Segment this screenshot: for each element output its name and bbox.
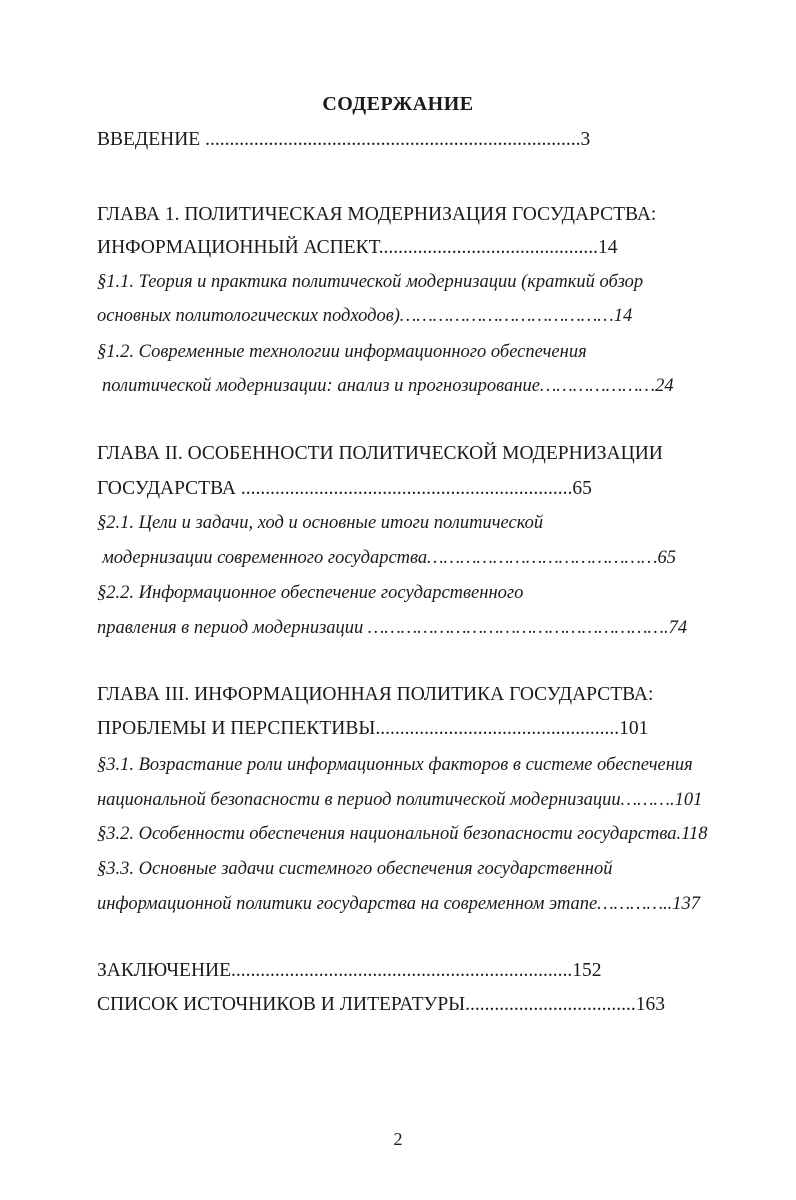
toc-section-3-1: §3.1. Возрастание роли информационных факторов в системе обеспечения (97, 755, 693, 775)
toc-entry-introduction: ВВЕДЕНИЕ .............................................................................3 (97, 129, 591, 150)
toc-section-3-2: §3.2. Особенности обеспечения национальной безопасности государства.118 (97, 824, 708, 844)
toc-section-1-1-cont: основных политологических подходов)…………………………………14 (97, 306, 633, 326)
toc-chapter-3-heading: ГЛАВА III. ИНФОРМАЦИОННАЯ ПОЛИТИКА ГОСУДАРСТВА: (97, 684, 654, 705)
toc-chapter-1-heading: ГЛАВА 1. ПОЛИТИЧЕСКАЯ МОДЕРНИЗАЦИЯ ГОСУДАРСТВА: (97, 204, 657, 225)
toc-section-3-3-cont: информационной политики государства на современном этапе…………..137 (97, 894, 701, 914)
toc-section-3-3: §3.3. Основные задачи системного обеспечения государственной (97, 859, 613, 879)
toc-section-2-1-cont: модернизации современного государства……………………………………65 (102, 548, 676, 568)
toc-entry-conclusion: ЗАКЛЮЧЕНИЕ......................................................................152 (97, 960, 602, 981)
toc-entry-bibliography: СПИСОК ИСТОЧНИКОВ И ЛИТЕРАТУРЫ...................................163 (97, 994, 666, 1015)
page-number: 2 (393, 1129, 403, 1149)
toc-chapter-1-heading-cont: ИНФОРМАЦИОННЫЙ АСПЕКТ.............................................14 (97, 237, 618, 258)
toc-section-1-1: §1.1. Теория и практика политической модернизации (краткий обзор (97, 272, 644, 292)
toc-section-1-2-cont: политической модернизации: анализ и прогнозирование…………………24 (102, 376, 674, 396)
toc-chapter-2-heading: ГЛАВА II. ОСОБЕННОСТИ ПОЛИТИЧЕСКОЙ МОДЕРНИЗАЦИИ (97, 443, 663, 464)
toc-section-2-2: §2.2. Информационное обеспечение государственного (97, 583, 524, 603)
page-title: СОДЕРЖАНИЕ (322, 93, 474, 115)
toc-section-2-1: §2.1. Цели и задачи, ход и основные итоги политической (97, 513, 544, 533)
toc-chapter-3-heading-cont: ПРОБЛЕМЫ И ПЕРСПЕКТИВЫ..................................................101 (97, 718, 649, 739)
toc-section-2-2-cont: правления в период модернизации ……………………………………………….74 (97, 618, 688, 638)
toc-section-3-1-cont: национальной безопасности в период политической модернизации……….101 (97, 790, 703, 810)
toc-chapter-2-heading-cont: ГОСУДАРСТВА ....................................................................65 (97, 478, 592, 499)
toc-section-1-2: §1.2. Современные технологии информационного обеспечения (97, 342, 587, 362)
